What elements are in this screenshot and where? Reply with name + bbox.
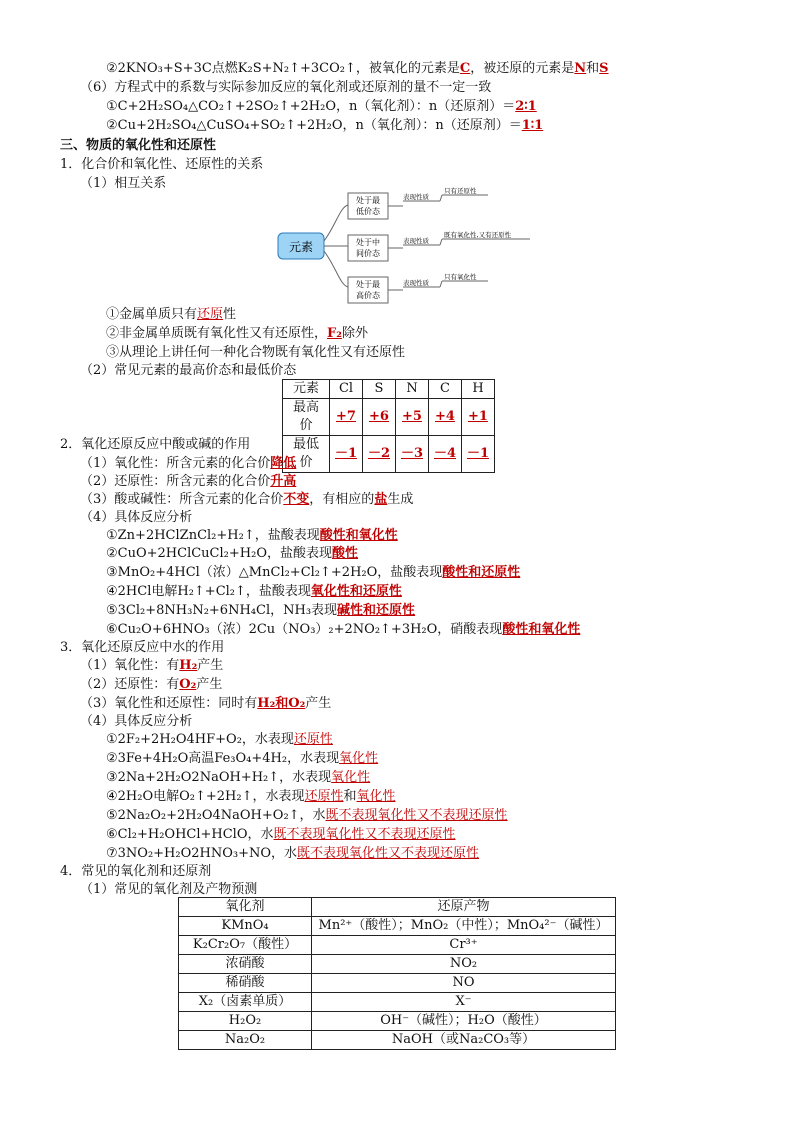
subsection-3: 3．氧化还原反应中水的作用 <box>60 640 225 655</box>
answer: O₂ <box>179 677 197 692</box>
subsection-1-2: （2）常见元素的最高价态和最低价态 <box>80 363 297 378</box>
answer: 还原性 <box>293 732 333 747</box>
answer: 不变 <box>283 492 310 507</box>
result-label: 只有氧化性 <box>444 273 477 281</box>
table-cell: Mn²⁺（酸性）；MnO₂（中性）；MnO₄²⁻（碱性） <box>312 917 616 936</box>
table-cell: NaOH（或Na₂CO₃等） <box>312 1031 616 1050</box>
text: ②CuO+2HClCuCl₂+H₂O，盐酸表现 <box>106 546 332 561</box>
answer: 还原性 <box>304 789 344 804</box>
table-row <box>283 436 495 473</box>
node-text: 处于最 <box>356 280 380 289</box>
acid-item-3 <box>80 491 413 509</box>
answer: 2∶1 <box>515 99 537 114</box>
valence-relation-diagram <box>270 185 550 305</box>
acid-item-4: （4）具体反应分析 <box>80 510 193 525</box>
text: （3）氧化性和还原性：同时有 <box>80 696 258 711</box>
water-item-2 <box>80 676 222 694</box>
table-row <box>179 898 616 917</box>
text: 产生 <box>196 677 223 692</box>
answer: 降低 <box>270 456 297 471</box>
table-row <box>179 936 616 955</box>
branch-line <box>324 205 348 241</box>
table-cell: +5 <box>396 399 429 436</box>
oxidizer-table <box>178 897 616 1050</box>
table-row <box>179 917 616 936</box>
answer: 升高 <box>270 474 297 489</box>
table-row <box>179 1031 616 1050</box>
text: ④2HCl电解H₂↑+Cl₂↑，盐酸表现 <box>106 584 311 599</box>
table-row <box>179 955 616 974</box>
node-text: 高价态 <box>356 291 380 300</box>
element-label: 元素 <box>288 240 314 254</box>
water-reaction-7 <box>106 845 479 863</box>
answer: H₂ <box>179 658 198 673</box>
answer: 氧化性 <box>339 751 379 766</box>
reaction-2 <box>106 545 358 563</box>
text: 性 <box>223 307 237 322</box>
text: ③2Na+2H₂O2NaOH+H₂↑，水表现 <box>106 770 332 785</box>
text: （1）氧化性：有 <box>80 658 180 673</box>
text: （2）还原性：所含元素的化合价 <box>80 474 271 489</box>
intro-line-1 <box>106 60 609 78</box>
answer: 既不表现氧化性又不表现还原性 <box>325 808 508 823</box>
text: ⑤2Na₂O₂+2H₂O4NaOH+O₂↑，水 <box>106 808 326 823</box>
reaction-4 <box>106 583 402 601</box>
property-label: 表现性质 <box>403 237 429 245</box>
intro-line-2: （6）方程式中的系数与实际参加反应的氧化剂或还原剂的量不一定一致 <box>80 80 492 95</box>
table-cell: 最低价 <box>283 436 330 473</box>
table-cell: H <box>462 380 495 399</box>
text: ②非金属单质既有氧化性又有还原性， <box>106 326 328 341</box>
node-text: 处于最 <box>356 196 380 205</box>
text: 生成 <box>387 492 414 507</box>
property-label: 表现性质 <box>403 193 429 201</box>
table-cell: +6 <box>363 399 396 436</box>
water-reaction-4 <box>106 788 396 806</box>
text: ④2H₂O电解O₂↑+2H₂↑，水表现 <box>106 789 305 804</box>
table-cell: Na₂O₂ <box>179 1031 312 1050</box>
bullet-2 <box>106 325 368 343</box>
table-cell: 元素 <box>283 380 330 399</box>
table-row <box>179 1012 616 1031</box>
intro-line-4 <box>106 117 543 135</box>
text: 除外 <box>341 326 368 341</box>
table-cell: 氧化剂 <box>179 898 312 917</box>
table-cell: 稀硝酸 <box>179 974 312 993</box>
table-cell: K₂Cr₂O₇（酸性） <box>179 936 312 955</box>
text: ①Zn+2HClZnCl₂+H₂↑，盐酸表现 <box>106 528 320 543</box>
table-row <box>283 380 495 399</box>
reaction-3 <box>106 564 520 582</box>
answer: 酸性和氧化性 <box>502 622 581 637</box>
table-cell: 最高价 <box>283 399 330 436</box>
table-cell: 浓硝酸 <box>179 955 312 974</box>
text: ①金属单质只有 <box>106 307 198 322</box>
water-reaction-6 <box>106 826 456 844</box>
text: ⑤3Cl₂+8NH₃N₂+6NH₄Cl，NH₃表现 <box>106 603 338 618</box>
table-cell: S <box>363 380 396 399</box>
answer: F₂ <box>327 326 342 341</box>
table-cell: －3 <box>396 436 429 473</box>
answer: S <box>599 61 609 76</box>
answer: 既不表现氧化性又不表现还原性 <box>297 846 480 861</box>
text: 产生 <box>197 658 224 673</box>
text: 和 <box>343 789 357 804</box>
subsection-4: 4．常见的氧化剂和还原剂 <box>60 864 212 879</box>
table-cell: H₂O₂ <box>179 1012 312 1031</box>
result-label: 只有还原性 <box>444 187 477 195</box>
table-cell: Cr³⁺ <box>312 936 616 955</box>
subsection-1: 1．化合价和氧化性、还原性的关系 <box>60 157 264 172</box>
subsection-1-1: （1）相互关系 <box>80 176 167 191</box>
answer: 氧化性和还原性 <box>310 584 402 599</box>
answer: 还原 <box>197 307 224 322</box>
reaction-6 <box>106 621 580 639</box>
table-cell: +7 <box>330 399 363 436</box>
equation-text: ②Cu+2H₂SO₄△CuSO₄+SO₂↑+2H₂O，n（氧化剂）：n（还原剂）＝ <box>106 118 522 133</box>
node-text: 处于中 <box>356 238 380 247</box>
equation-text: ②2KNO₃+S+3C点燃K₂S+N₂↑+3CO₂↑，被氧化的元素是 <box>106 61 460 76</box>
text: ，有相应的 <box>309 492 375 507</box>
node-text: 间价态 <box>356 249 380 258</box>
table-cell: 还原产物 <box>312 898 616 917</box>
branch-line <box>324 251 348 287</box>
text: ⑥Cu₂O+6HNO₃（浓）2Cu（NO₃）₂+2NO₂↑+3H₂O，硝酸表现 <box>106 622 503 637</box>
water-reaction-3 <box>106 769 370 787</box>
answer: 1∶1 <box>521 118 544 133</box>
table-cell: －1 <box>330 436 363 473</box>
reaction-5 <box>106 602 415 620</box>
table-cell: C <box>429 380 462 399</box>
table-cell: Cl <box>330 380 363 399</box>
acid-item-1 <box>80 455 296 473</box>
equation-text: ①C+2H₂SO₄△CO₂↑+2SO₂↑+2H₂O，n（氧化剂）：n（还原剂）＝ <box>106 99 516 114</box>
text: ⑦3NO₂+H₂O2HNO₃+NO，水 <box>106 846 298 861</box>
table-cell: NO₂ <box>312 955 616 974</box>
water-reaction-1 <box>106 731 333 749</box>
text: ①2F₂+2H₂O4HF+O₂，水表现 <box>106 732 294 747</box>
acid-item-2 <box>80 473 296 491</box>
answer: 酸性和还原性 <box>442 565 521 580</box>
bullet-1 <box>106 306 236 324</box>
answer: 氧化性 <box>331 770 371 785</box>
answer: 盐 <box>374 492 388 507</box>
answer: 酸性 <box>331 546 358 561</box>
text: ③MnO₂+4HCl（浓）△MnCl₂+Cl₂↑+2H₂O，盐酸表现 <box>106 565 443 580</box>
subsection-2: 2．氧化还原反应中酸或碱的作用 <box>60 437 251 452</box>
table-row <box>179 993 616 1012</box>
table-cell: NO <box>312 974 616 993</box>
table-cell: KMnO₄ <box>179 917 312 936</box>
table-row <box>179 974 616 993</box>
result-label: 既有氧化性,又有还原性 <box>444 231 512 239</box>
text: （2）还原性：有 <box>80 677 180 692</box>
table-cell: +1 <box>462 399 495 436</box>
valence-table <box>282 379 495 473</box>
bullet-3: ③从理论上讲任何一种化合物既有氧化性又有还原性 <box>106 345 406 360</box>
text: 和 <box>586 61 600 76</box>
table-cell: X₂（卤素单质） <box>179 993 312 1012</box>
property-label: 表现性质 <box>403 279 429 287</box>
table-cell: －4 <box>429 436 462 473</box>
text: ②3Fe+4H₂O高温Fe₃O₄+4H₂，水表现 <box>106 751 340 766</box>
water-reaction-5 <box>106 807 508 825</box>
subsection-4-1: （1）常见的氧化剂及产物预测 <box>80 882 258 897</box>
table-cell: OH⁻（碱性）；H₂O（酸性） <box>312 1012 616 1031</box>
water-item-1 <box>80 657 223 675</box>
node-text: 低价态 <box>356 207 380 216</box>
water-item-3 <box>80 695 331 713</box>
text: ⑥Cl₂+H₂OHCl+HClO，水 <box>106 827 274 842</box>
answer: 碱性和还原性 <box>337 603 416 618</box>
table-row <box>283 399 495 436</box>
answer: N <box>574 61 587 76</box>
answer: 氧化性 <box>356 789 396 804</box>
answer: C <box>459 61 471 76</box>
table-cell: －2 <box>363 436 396 473</box>
table-cell: +4 <box>429 399 462 436</box>
water-reaction-2 <box>106 750 378 768</box>
reaction-1 <box>106 527 398 545</box>
answer: 酸性和氧化性 <box>319 528 398 543</box>
table-cell: N <box>396 380 429 399</box>
text: （1）氧化性：所含元素的化合价 <box>80 456 271 471</box>
water-item-4: （4）具体反应分析 <box>80 714 193 729</box>
text: ，被还原的元素是 <box>470 61 575 76</box>
text: 产生 <box>305 696 332 711</box>
section-title: 三、物质的氧化性和还原性 <box>60 138 217 153</box>
intro-line-3 <box>106 98 537 116</box>
table-cell: X⁻ <box>312 993 616 1012</box>
table-cell: －1 <box>462 436 495 473</box>
text: （3）酸或碱性：所含元素的化合价 <box>80 492 284 507</box>
answer: 既不表现氧化性又不表现还原性 <box>273 827 456 842</box>
answer: H₂和O₂ <box>257 696 306 711</box>
